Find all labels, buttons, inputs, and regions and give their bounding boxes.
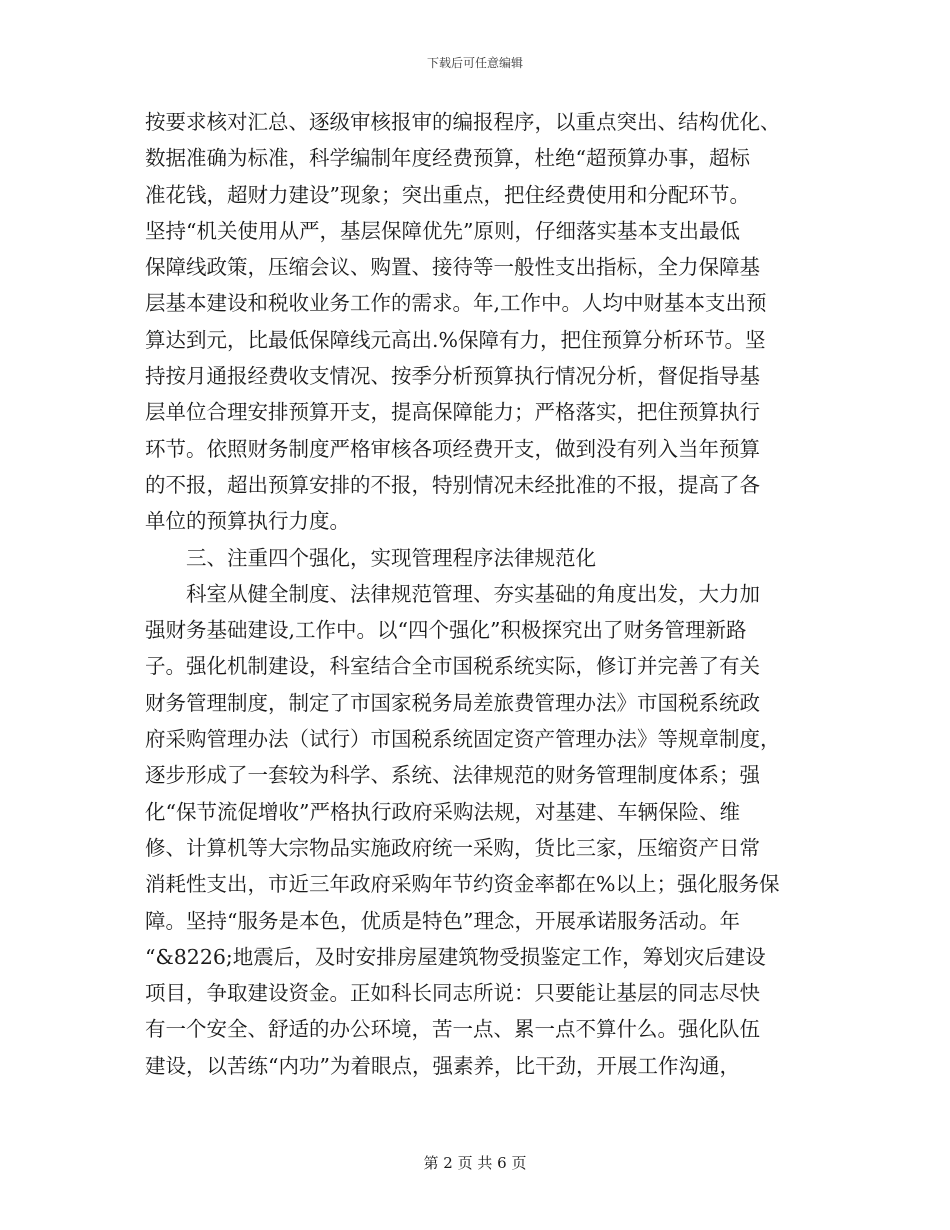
text-line: 建设，以苦练“内功”为着眼点，强素养，比干劲，开展工作沟通， [145,1053,740,1078]
text-line: 层基本建设和税收业务工作的需求。年,工作中。人均中财基本支出预 [145,291,767,316]
text-line: 财务管理制度，制定了市国家税务局差旅费管理办法》市国税系统政 [145,690,760,715]
body-text [145,104,805,1084]
text-line: 算达到元，比最低保障线元高出.%保障有力，把住预算分析环节。坚 [145,327,766,352]
paragraph-start-line: 科室从健全制度、法律规范管理、夯实基础的角度出发，大力加 [186,581,760,606]
text-line: 的不报，超出预算安排的不报，特别情况未经批准的不报，提高了各 [145,472,760,497]
text-line: 持按月通报经费收支情况、按季分析预算执行情况分析，督促指导基 [145,364,760,389]
text-line: 障。坚持“服务是本色，优质是特色”理念，开展承诺服务活动。年 [145,908,740,933]
page-number: 第 2 页 共 6 页 [423,1154,527,1172]
text-line: 单位的预算执行力度。 [145,509,350,534]
text-line: 强财务基础建设,工作中。以“四个强化”积极探究出了财务管理新路 [145,618,747,643]
text-line: 层单位合理安排预算开支，提高保障能力；严格落实，把住预算执行 [145,400,760,425]
text-line: 数据准确为标准，科学编制年度经费预算，杜绝“超预算办事，超标 [145,146,750,171]
text-line: “&8226;地震后，及时安排房屋建筑物受损鉴定工作，筹划灾后建设 [145,944,766,969]
text-line: 项目，争取建设资金。正如科长同志所说：只要能让基层的同志尽快 [145,981,760,1006]
text-line: 府采购管理办法（试行）市国税系统固定资产管理办法》等规章制度， [145,727,781,752]
section-heading: 三、注重四个强化，实现管理程序法律规范化 [186,545,596,570]
text-line: 按要求核对汇总、逐级审核报审的编报程序，以重点突出、结构优化、 [145,110,781,134]
page-header: 下载后可任意编辑 [426,56,523,70]
text-line: 准花钱，超财力建设”现象；突出重点，把住经费使用和分配环节。 [145,182,750,207]
text-line: 保障线政策，压缩会议、购置、接待等一般性支出指标，全力保障基 [145,255,760,280]
text-line: 有一个安全、舒适的办公环境，苦一点、累一点不算什么。强化队伍 [145,1017,760,1042]
text-line: 坚持“机关使用从严，基层保障优先”原则，仔细落实基本支出最低 [145,218,740,243]
text-line: 修、计算机等大宗物品实施政府统一采购，货比三家，压缩资产日常 [145,835,760,860]
text-line: 化“保节流促增收”严格执行政府采购法规，对基建、车辆保险、维 [145,799,740,824]
text-line: 子。强化机制建设，科室结合全市国税系统实际，修订并完善了有关 [145,654,760,679]
text-line: 逐步形成了一套较为科学、系统、法律规范的财务管理制度体系；强 [145,763,760,788]
text-line: 环节。依照财务制度严格审核各项经费开支，做到没有列入当年预算 [145,436,760,461]
text-line: 消耗性支出，市近三年政府采购年节约资金率都在%以上；强化服务保 [145,872,780,897]
